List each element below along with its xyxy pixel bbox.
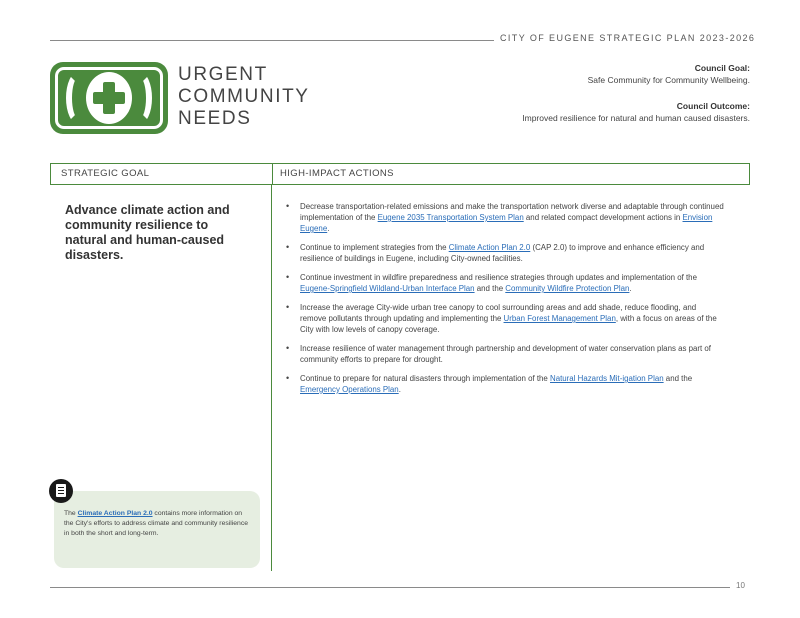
- urban-forest-management-plan-link[interactable]: Urban Forest Management Plan: [503, 314, 616, 323]
- list-item: • Decrease transportation-related emissions and make the transportation network diverse and adaptable through continued implementation of the Eugene 2035 Transportation System Plan and related compact development actions in Envision Eugene.: [286, 201, 724, 234]
- wildland-urban-interface-plan-link[interactable]: Eugene-Springfield Wildland-Urban Interface Plan: [300, 284, 475, 293]
- climate-action-plan-note-link[interactable]: Climate Action Plan 2.0: [77, 510, 153, 517]
- high-impact-actions-header: HIGH-IMPACT ACTIONS: [280, 168, 394, 179]
- strategic-goal-header: STRATEGIC GOAL: [61, 168, 150, 179]
- table-header: [50, 163, 750, 185]
- column-divider: [271, 185, 272, 571]
- list-item: • Increase resilience of water management through partnership and development of water conservation plans as part of community efforts to prepare for drought.: [286, 343, 724, 365]
- envision-eugene-link[interactable]: Envision Eugene: [300, 213, 713, 233]
- actions-list: [286, 201, 724, 403]
- info-note: The Climate Action Plan 2.0 contains more information on the City's efforts to address climate and community resilience in both the short and long-term.: [54, 491, 260, 568]
- council-info: [522, 62, 750, 124]
- strategic-goal-text: Advance climate action and community resilience to natural and human-caused disasters.: [65, 203, 230, 262]
- council-goal-value: Safe Community for Community Wellbeing.: [587, 75, 750, 85]
- climate-action-plan-link[interactable]: Climate Action Plan 2.0: [448, 243, 531, 252]
- council-outcome-value: Improved resilience for natural and human caused disasters.: [522, 113, 750, 123]
- list-item: • Increase the average City-wide urban tree canopy to cool surrounding areas and add shade, reduce flooding, and remove pollutants through updating and implementing the Urban Forest Management Plan, with a focus on areas of the City with low levels of canopy coverage.: [286, 302, 724, 335]
- council-goal-label: Council Goal:: [694, 63, 750, 73]
- section-title: [178, 64, 310, 130]
- council-outcome-label: Council Outcome:: [676, 101, 750, 111]
- natural-hazards-mitigation-plan-link[interactable]: Natural Hazards Mit-igation Plan: [550, 374, 664, 383]
- top-rule: [50, 40, 494, 41]
- document-icon: [49, 479, 73, 503]
- list-item: • Continue to prepare for natural disasters through implementation of the Natural Hazards Mit-igation Plan and the Emergency Operations Plan.: [286, 373, 724, 395]
- page-number: 10: [736, 581, 745, 590]
- document-title: CITY OF EUGENE STRATEGIC PLAN 2023-2026: [500, 33, 756, 43]
- emergency-operations-plan-link[interactable]: Emergency Operations Plan: [300, 385, 399, 394]
- transportation-plan-link[interactable]: Eugene 2035 Transportation System Plan: [377, 213, 524, 222]
- plus-cross-icon: [50, 62, 168, 134]
- section-title-line: COMMUNITY: [178, 86, 310, 107]
- section-title-line: URGENT: [178, 64, 268, 85]
- bottom-rule: [50, 587, 730, 588]
- community-wildfire-protection-plan-link[interactable]: Community Wildfire Protection Plan: [505, 284, 630, 293]
- section-title-line: NEEDS: [178, 108, 252, 129]
- list-item: • Continue to implement strategies from the Climate Action Plan 2.0 (CAP 2.0) to improve and enhance efficiency and resilience of buildings in Eugene, including City-owned facilities.: [286, 242, 724, 264]
- list-item: • Continue investment in wildfire preparedness and resilience strategies through updates and implementation of the Eugene-Springfield Wildland-Urban Interface Plan and the Community Wildfire Protection Plan.: [286, 272, 724, 294]
